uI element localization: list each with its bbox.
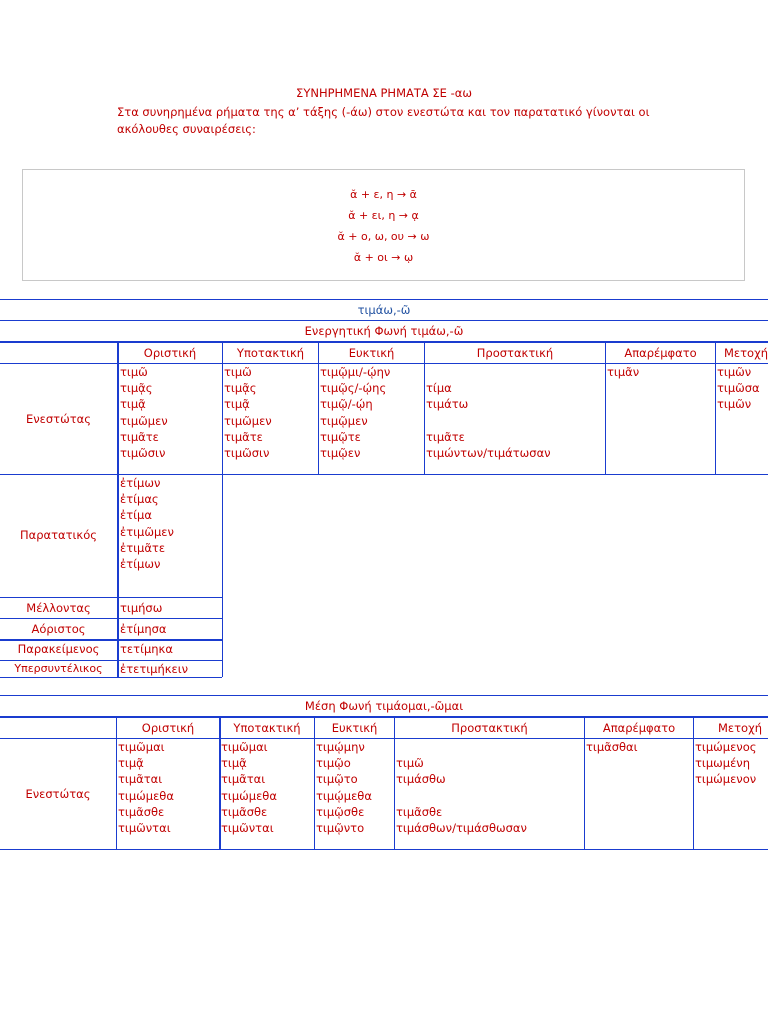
header-euktiki: Ευκτική <box>348 346 395 360</box>
active-present-aparemfato: τιμᾶν <box>607 365 640 379</box>
active-present-ypotaktiki: τιμῶ τιμᾷς τιμᾷ τιμῶμεν τιμᾶτε τιμῶσιν <box>224 365 272 461</box>
header-ypotaktiki: Υποτακτική <box>236 346 305 360</box>
active-future-form: τιμήσω <box>120 601 163 615</box>
active-voice-title: Ενεργητική Φωνή τιμάω,-ῶ <box>304 324 464 338</box>
rule-4: ᾰ + οι → ῳ <box>353 251 414 264</box>
row-label-imperfect: Παρατατικός <box>20 528 97 542</box>
intro-line-1: Στα συνηρημένα ρήματα της α’ τάξης (-άω) στον ενεστώτα και τον παρατατικό γίνονται οι <box>117 105 650 119</box>
middle-present-oristiki: τιμῶμαι τιμᾷ τιμᾶται τιμώμεθα τιμᾶσθε τιμῶνται <box>118 740 174 836</box>
intro-line-2: ακόλουθες συναιρέσεις: <box>117 122 256 136</box>
contraction-rules-box <box>22 169 745 281</box>
header-aparemfato: Απαρέμφατο <box>624 346 697 360</box>
row-label-perfect: Παρακείμενος <box>17 642 100 656</box>
active-imperfect-oristiki: ἐτίμων ἐτίμας ἐτίμα ἐτιμῶμεν ἐτιμᾶτε ἐτίμων <box>120 476 174 572</box>
row-label-aorist: Αόριστος <box>31 622 86 636</box>
mid-header-metochi: Μετοχή <box>717 721 762 735</box>
header-oristiki: Οριστική <box>143 346 197 360</box>
mid-header-aparemfato: Απαρέμφατο <box>602 721 676 735</box>
mid-row-label-present: Ενεστώτας <box>25 787 91 801</box>
active-aorist-form: ἐτίμησα <box>120 622 167 636</box>
mid-header-oristiki: Οριστική <box>141 721 195 735</box>
rule-2: ᾰ + ει, η → ᾳ <box>348 209 419 222</box>
active-pluperfect-form: ἐτετιμήκειν <box>120 662 189 676</box>
mid-header-ypotaktiki: Υποτακτική <box>233 721 301 735</box>
header-prostaktiki: Προστακτική <box>476 346 554 360</box>
middle-present-metochi: τιμώμενος τιμωμένη τιμώμενον <box>695 740 757 787</box>
active-present-metochi: τιμῶν τιμῶσα τιμῶν <box>717 365 760 412</box>
middle-present-ypotaktiki: τιμῶμαι τιμᾷ τιμᾶται τιμώμεθα τιμᾶσθε τιμῶνται <box>221 740 277 836</box>
header-metochi: Μετοχή <box>724 346 768 360</box>
active-perfect-form: τετίμηκα <box>120 642 173 656</box>
intro-text <box>117 104 677 138</box>
active-present-euktiki: τιμῷμι/-ῴην τιμῷς/-ῴης τιμῷ/-ῴη τιμῷμεν τιμῷτε τιμῷεν <box>320 365 391 461</box>
active-present-prostaktiki: τίμα τιμάτω τιμᾶτε τιμώντων/τιμάτωσαν <box>426 381 551 461</box>
mid-header-prostaktiki: Προστακτική <box>451 721 528 735</box>
middle-present-prostaktiki: τιμῶ τιμάσθω τιμᾶσθε τιμάσθων/τιμάσθωσαν <box>396 756 527 836</box>
middle-present-aparemfato: τιμᾶσθαι <box>586 740 638 754</box>
row-label-present: Ενεστώτας <box>25 412 91 426</box>
rule-1: ᾰ + ε, η → ᾱ <box>350 188 417 201</box>
middle-voice-title: Μέση Φωνή τιμάομαι,-ῶμαι <box>304 699 464 713</box>
mid-header-euktiki: Ευκτική <box>331 721 378 735</box>
page-title: ΣΥΝΗΡΗΜΕΝΑ ΡΗΜΑΤΑ ΣΕ -αω <box>296 86 472 100</box>
middle-present-euktiki: τιμῴμην τιμῷο τιμῷτο τιμῴμεθα τιμῷσθε τιμῷντο <box>316 740 372 836</box>
verb-caption: τιμάω,-ῶ <box>357 303 411 317</box>
active-present-oristiki: τιμῶ τιμᾷς τιμᾷ τιμῶμεν τιμᾶτε τιμῶσιν <box>120 365 168 461</box>
row-label-future: Μέλλοντας <box>26 601 91 615</box>
rule-3: ᾰ + ο, ω, ου → ω <box>337 230 430 243</box>
row-label-pluperfect: Υπερσυντέλικος <box>14 662 103 675</box>
